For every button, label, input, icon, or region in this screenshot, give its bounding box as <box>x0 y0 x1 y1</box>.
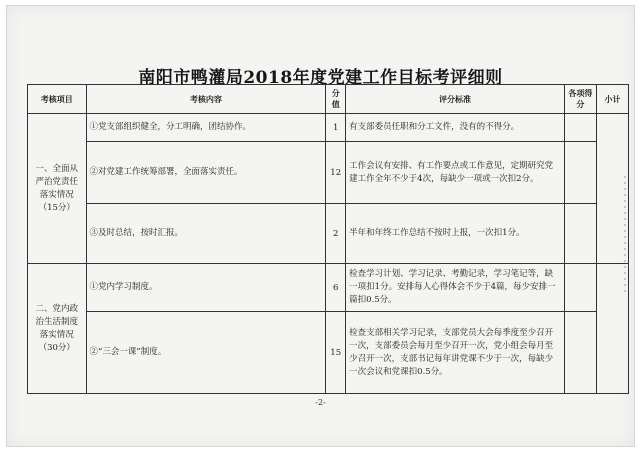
row-standard: 检查学习计划、学习记录、考勤记录，学习笔记等，缺一项扣1分。安排每人心得体会不少于4篇，每少安排一篇扣0.5分。 <box>346 264 565 312</box>
row-score: 6 <box>326 264 346 312</box>
header-content: 考核内容 <box>86 85 326 114</box>
binding-edge-mark <box>624 176 626 296</box>
table-row <box>28 114 629 142</box>
table-row <box>28 264 629 312</box>
row-gained-cell <box>564 114 596 142</box>
row-standard: 工作会议有安排、有工作要点或工作意见，定期研究党建工作全年不少于4次，每缺少一项或一次扣2分。 <box>346 142 565 204</box>
header-subtotal: 小计 <box>596 85 628 114</box>
section-category: 一、全面从严治党责任落实情况（15分） <box>28 114 87 264</box>
table-row <box>28 204 629 264</box>
row-content: ②对党建工作统筹部署，全面落实责任。 <box>86 142 326 204</box>
row-score: 15 <box>326 312 346 394</box>
row-standard: 半年和年终工作总结不按时上报，一次扣1分。 <box>346 204 565 264</box>
row-standard: 检查支部相关学习记录，支部党员大会每季度至少召开一次，支部委员会每月至少召开一次，党小组会每月至少召开一次，支部书记每年讲党课不少于一次，每缺少一次会议和党课扣0.5分。 <box>346 312 565 394</box>
table-row <box>28 142 629 204</box>
row-gained-cell <box>564 204 596 264</box>
row-content: ①党内学习制度。 <box>86 264 326 312</box>
header-gained: 各项得分 <box>564 85 596 114</box>
header-item: 考核项目 <box>28 85 87 114</box>
row-score: 12 <box>326 142 346 204</box>
row-content: ③及时总结，按时汇报。 <box>86 204 326 264</box>
row-score: 2 <box>326 204 346 264</box>
row-gained-cell <box>564 312 596 394</box>
row-gained-cell <box>564 264 596 312</box>
section-category: 二、党内政治生活制度落实情况（30分） <box>28 264 87 394</box>
row-gained-cell <box>564 142 596 204</box>
table-header-row <box>28 85 629 114</box>
row-score: 1 <box>326 114 346 142</box>
header-standard: 评分标准 <box>346 85 565 114</box>
row-standard: 有支部委员任职和分工文件，没有的不得分。 <box>346 114 565 142</box>
page-title: 南阳市鸭灌局2018年度党建工作目标考评细则 <box>138 68 503 88</box>
header-score: 分值 <box>326 85 346 114</box>
table-row <box>28 312 629 394</box>
row-content: ②“三会一课”制度。 <box>86 312 326 394</box>
row-content: ①党支部组织健全，分工明确，团结协作。 <box>86 114 326 142</box>
page-number: -2- <box>315 398 326 407</box>
evaluation-table <box>27 84 629 394</box>
document-page <box>6 5 635 447</box>
